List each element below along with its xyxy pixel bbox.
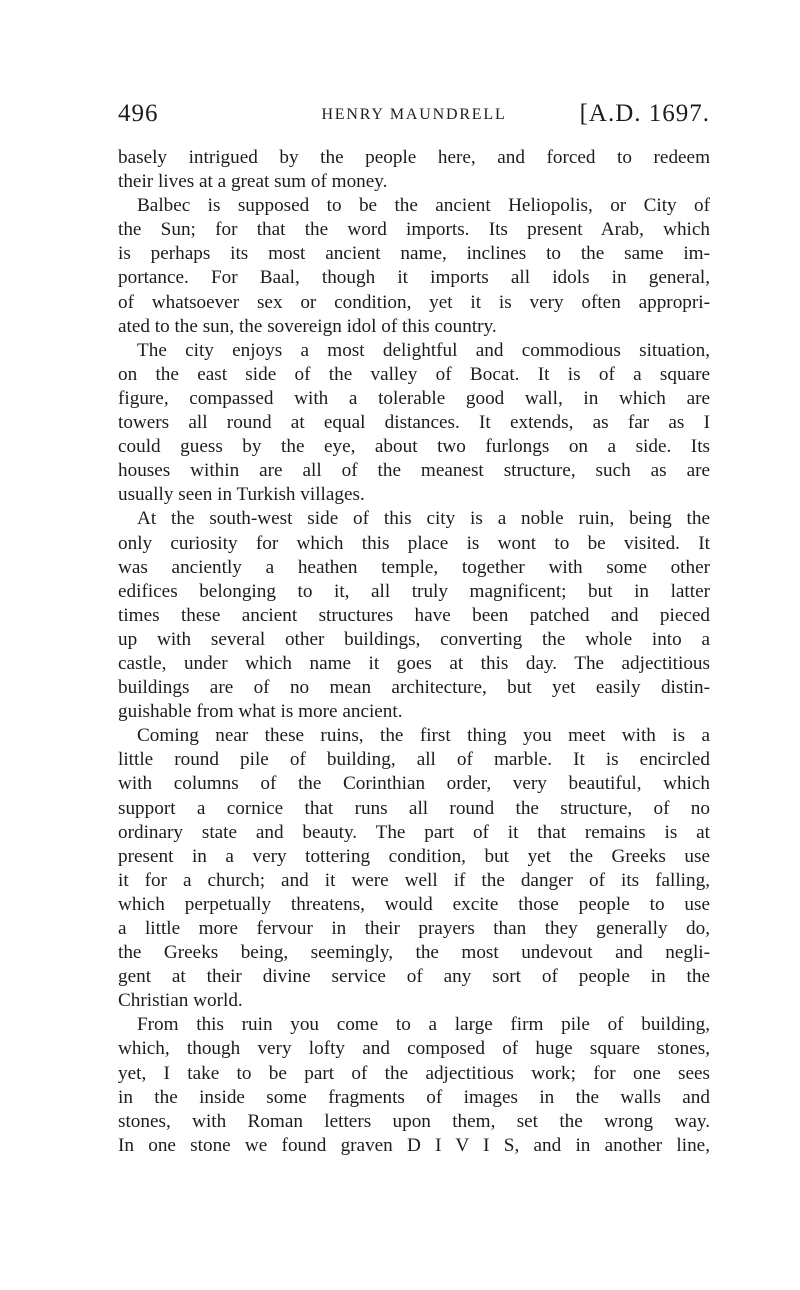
page-number: 496: [118, 100, 159, 127]
text-line: ordinary state and beauty. The part of it that remains is at: [118, 821, 710, 843]
text-line: basely intrigued by the people here, and forced to redeem: [118, 147, 710, 168]
text-line: was anciently a heathen temple, together with some other: [118, 556, 710, 578]
text-line: Coming near these ruins, the first thing you meet with is a: [137, 725, 710, 747]
text-line: The city enjoys a most delightful and commodious situation,: [137, 339, 710, 361]
text-line: ated to the sun, the sovereign idol of this country.: [118, 315, 497, 337]
text-line: present in a very tottering condition, but yet the Greeks use: [118, 845, 710, 867]
text-line: Christian world.: [118, 990, 243, 1012]
text-line: the Sun; for that the word imports. Its present Arab, which: [118, 219, 710, 241]
body-text: [118, 146, 710, 1158]
text-line: up with several other buildings, converting the whole into a: [118, 628, 710, 650]
page-header: [118, 100, 710, 132]
text-line: stones, with Roman letters upon them, set the wrong way.: [118, 1110, 710, 1132]
text-line: it for a church; and it were well if the danger of its falling,: [118, 869, 710, 891]
text-line: their lives at a great sum of money.: [118, 171, 388, 193]
text-line: could guess by the eye, about two furlongs on a side. Its: [118, 436, 710, 458]
text-line: of whatsoever sex or condition, yet it is very often appropri-: [118, 291, 710, 313]
text-line: is perhaps its most ancient name, inclines to the same im-: [118, 243, 710, 265]
text-line: At the south-west side of this city is a noble ruin, being the: [137, 508, 710, 530]
text-line: a little more fervour in their prayers than they generally do,: [118, 918, 710, 939]
text-line: in the inside some fragments of images in the walls and: [118, 1086, 710, 1108]
text-line: which, though very lofty and composed of huge square stones,: [118, 1038, 710, 1060]
text-line: castle, under which name it goes at this day. The adjectitious: [118, 652, 710, 674]
text-line: gent at their divine service of any sort of people in the: [118, 966, 710, 988]
text-line: In one stone we found graven D I V I S, and in another line,: [118, 1134, 710, 1156]
running-head: HENRY MAUNDRELL: [321, 106, 507, 123]
text-line: on the east side of the valley of Bocat. It is of a square: [118, 363, 710, 385]
text-line: edifices belonging to it, all truly magnificent; but in latter: [118, 580, 710, 602]
text-line: the Greeks being, seemingly, the most undevout and negli-: [118, 942, 710, 964]
text-line: little round pile of building, all of marble. It is encircled: [118, 749, 710, 771]
text-line: buildings are of no mean architecture, but yet easily distin-: [118, 677, 710, 699]
text-line: guishable from what is more ancient.: [118, 701, 403, 723]
text-line: Balbec is supposed to be the ancient Heliopolis, or City of: [137, 195, 710, 217]
text-line: only curiosity for which this place is wont to be visited. It: [118, 532, 710, 554]
text-line: From this ruin you come to a large firm pile of building,: [137, 1014, 710, 1036]
text-line: portance. For Baal, though it imports all idols in general,: [118, 267, 710, 289]
date-reference: [A.D. 1697.: [579, 100, 710, 127]
text-line: houses within are all of the meanest structure, such as are: [118, 460, 710, 482]
text-line: with columns of the Corinthian order, very beautiful, which: [118, 773, 710, 795]
text-line: usually seen in Turkish villages.: [118, 484, 365, 506]
text-line: figure, compassed with a tolerable good wall, in which are: [118, 387, 710, 409]
text-line: support a cornice that runs all round the structure, of no: [118, 797, 710, 819]
text-line: times these ancient structures have been patched and pieced: [118, 604, 710, 626]
text-line: towers all round at equal distances. It extends, as far as I: [118, 412, 710, 434]
text-line: which perpetually threatens, would excite those people to use: [118, 893, 710, 915]
text-line: yet, I take to be part of the adjectitious work; for one sees: [118, 1062, 710, 1084]
